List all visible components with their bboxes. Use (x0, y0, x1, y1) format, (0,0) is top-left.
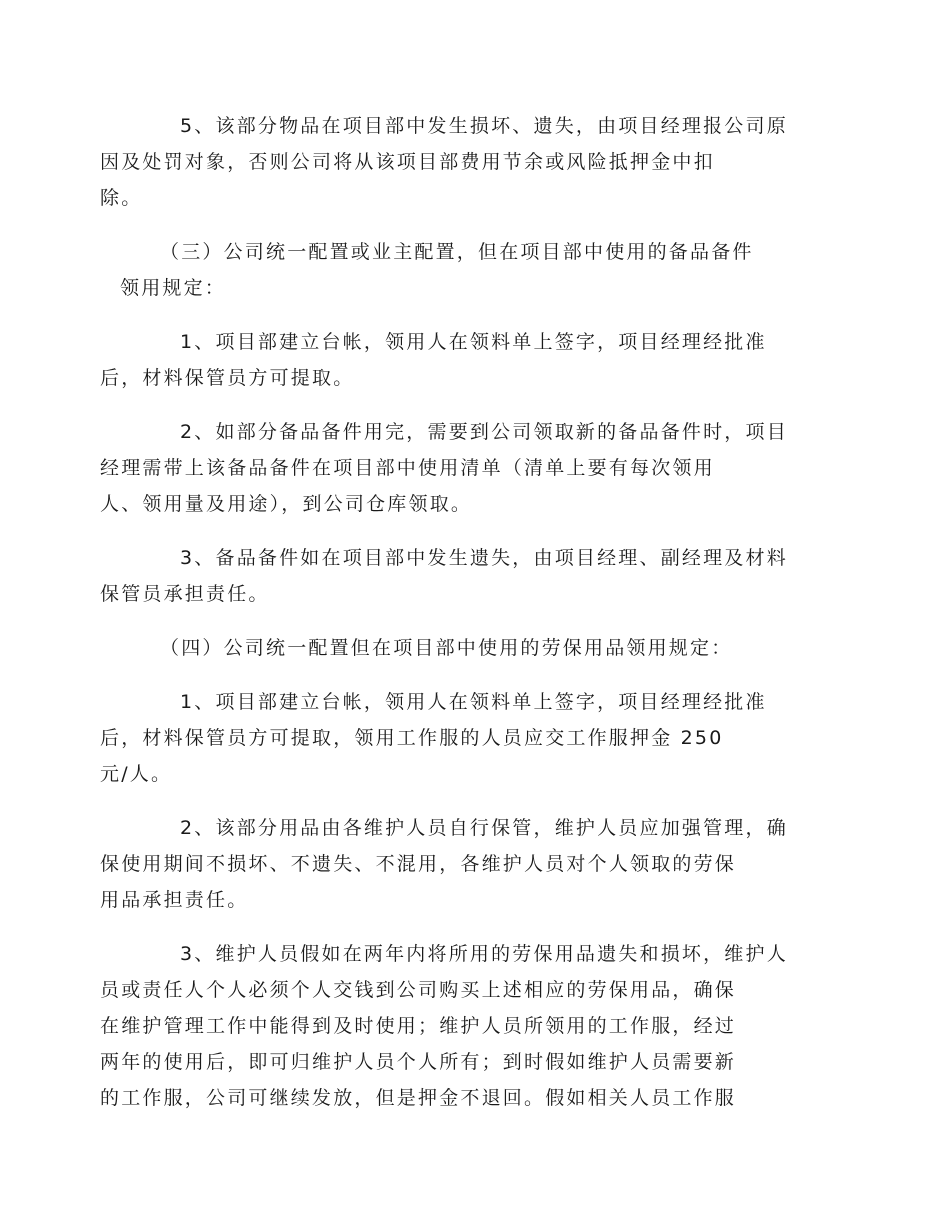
text-line: 3、维护人员假如在两年内将所用的劳保用品遗失和损坏，维护人 (180, 943, 788, 965)
text-line: 经理需带上该备品备件在项目部中使用清单（清单上要有每次领用 (100, 457, 715, 479)
section-heading-4-labor-protection (140, 630, 810, 666)
text-line: （四）公司统一配置但在项目部中使用的劳保用品领用规定： (160, 637, 733, 659)
text-line: （三）公司统一配置或业主配置，但在项目部中使用的备品备件 (160, 241, 754, 263)
paragraph-labor-item-2 (100, 810, 810, 918)
text-line: 除。 (100, 187, 143, 209)
text-line: 两年的使用后，即可归维护人员个人所有；到时假如维护人员需要新 (100, 1051, 737, 1073)
text-line: 1、项目部建立台帐，领用人在领料单上签字，项目经理经批准 (180, 331, 767, 353)
text-line: 用品承担责任。 (100, 889, 249, 911)
text-line: 在维护管理工作中能得到及时使用；维护人员所领用的工作服，经过 (100, 1015, 737, 1037)
text-line: 人、领用量及用途），到公司仓库领取。 (100, 493, 473, 515)
text-line: 领用规定： (120, 277, 227, 299)
text-line: 5、该部分物品在项目部中发生损坏、遗失，由项目经理报公司原 (180, 115, 788, 137)
paragraph-spare-item-1 (100, 324, 810, 396)
text-line: 保管员承担责任。 (100, 583, 270, 605)
text-line: 保使用期间不损坏、不遗失、不混用，各维护人员对个人领取的劳保 (100, 853, 737, 875)
text-line: 3、备品备件如在项目部中发生遗失，由项目经理、副经理及材料 (180, 547, 788, 569)
text-line: 1、项目部建立台帐，领用人在领料单上签字，项目经理经批准 (180, 691, 767, 713)
text-line: 元/人。 (100, 763, 173, 785)
paragraph-labor-item-1 (100, 684, 810, 792)
text-line: 2、如部分备品备件用完，需要到公司领取新的备品备件时，项目 (180, 421, 788, 443)
text-line: 因及处罚对象，否则公司将从该项目部费用节余或风险抵押金中扣 (100, 151, 715, 173)
text-line: 后，材料保管员方可提取，领用工作服的人员应交工作服押金 250 (100, 727, 724, 749)
section-heading-3-spare-parts (120, 234, 810, 306)
paragraph-item-5-damage-loss (100, 108, 810, 216)
text-line: 的工作服，公司可继续发放，但是押金不退回。假如相关人员工作服 (100, 1087, 737, 1109)
paragraph-spare-item-3 (100, 540, 810, 612)
text-line: 后，材料保管员方可提取。 (100, 367, 355, 389)
text-line: 员或责任人个人必须个人交钱到公司购买上述相应的劳保用品，确保 (100, 979, 737, 1001)
text-line: 2、该部分用品由各维护人员自行保管，维护人员应加强管理，确 (180, 817, 788, 839)
paragraph-labor-item-3 (100, 936, 810, 1116)
paragraph-spare-item-2 (100, 414, 810, 522)
document-body (100, 108, 810, 1134)
